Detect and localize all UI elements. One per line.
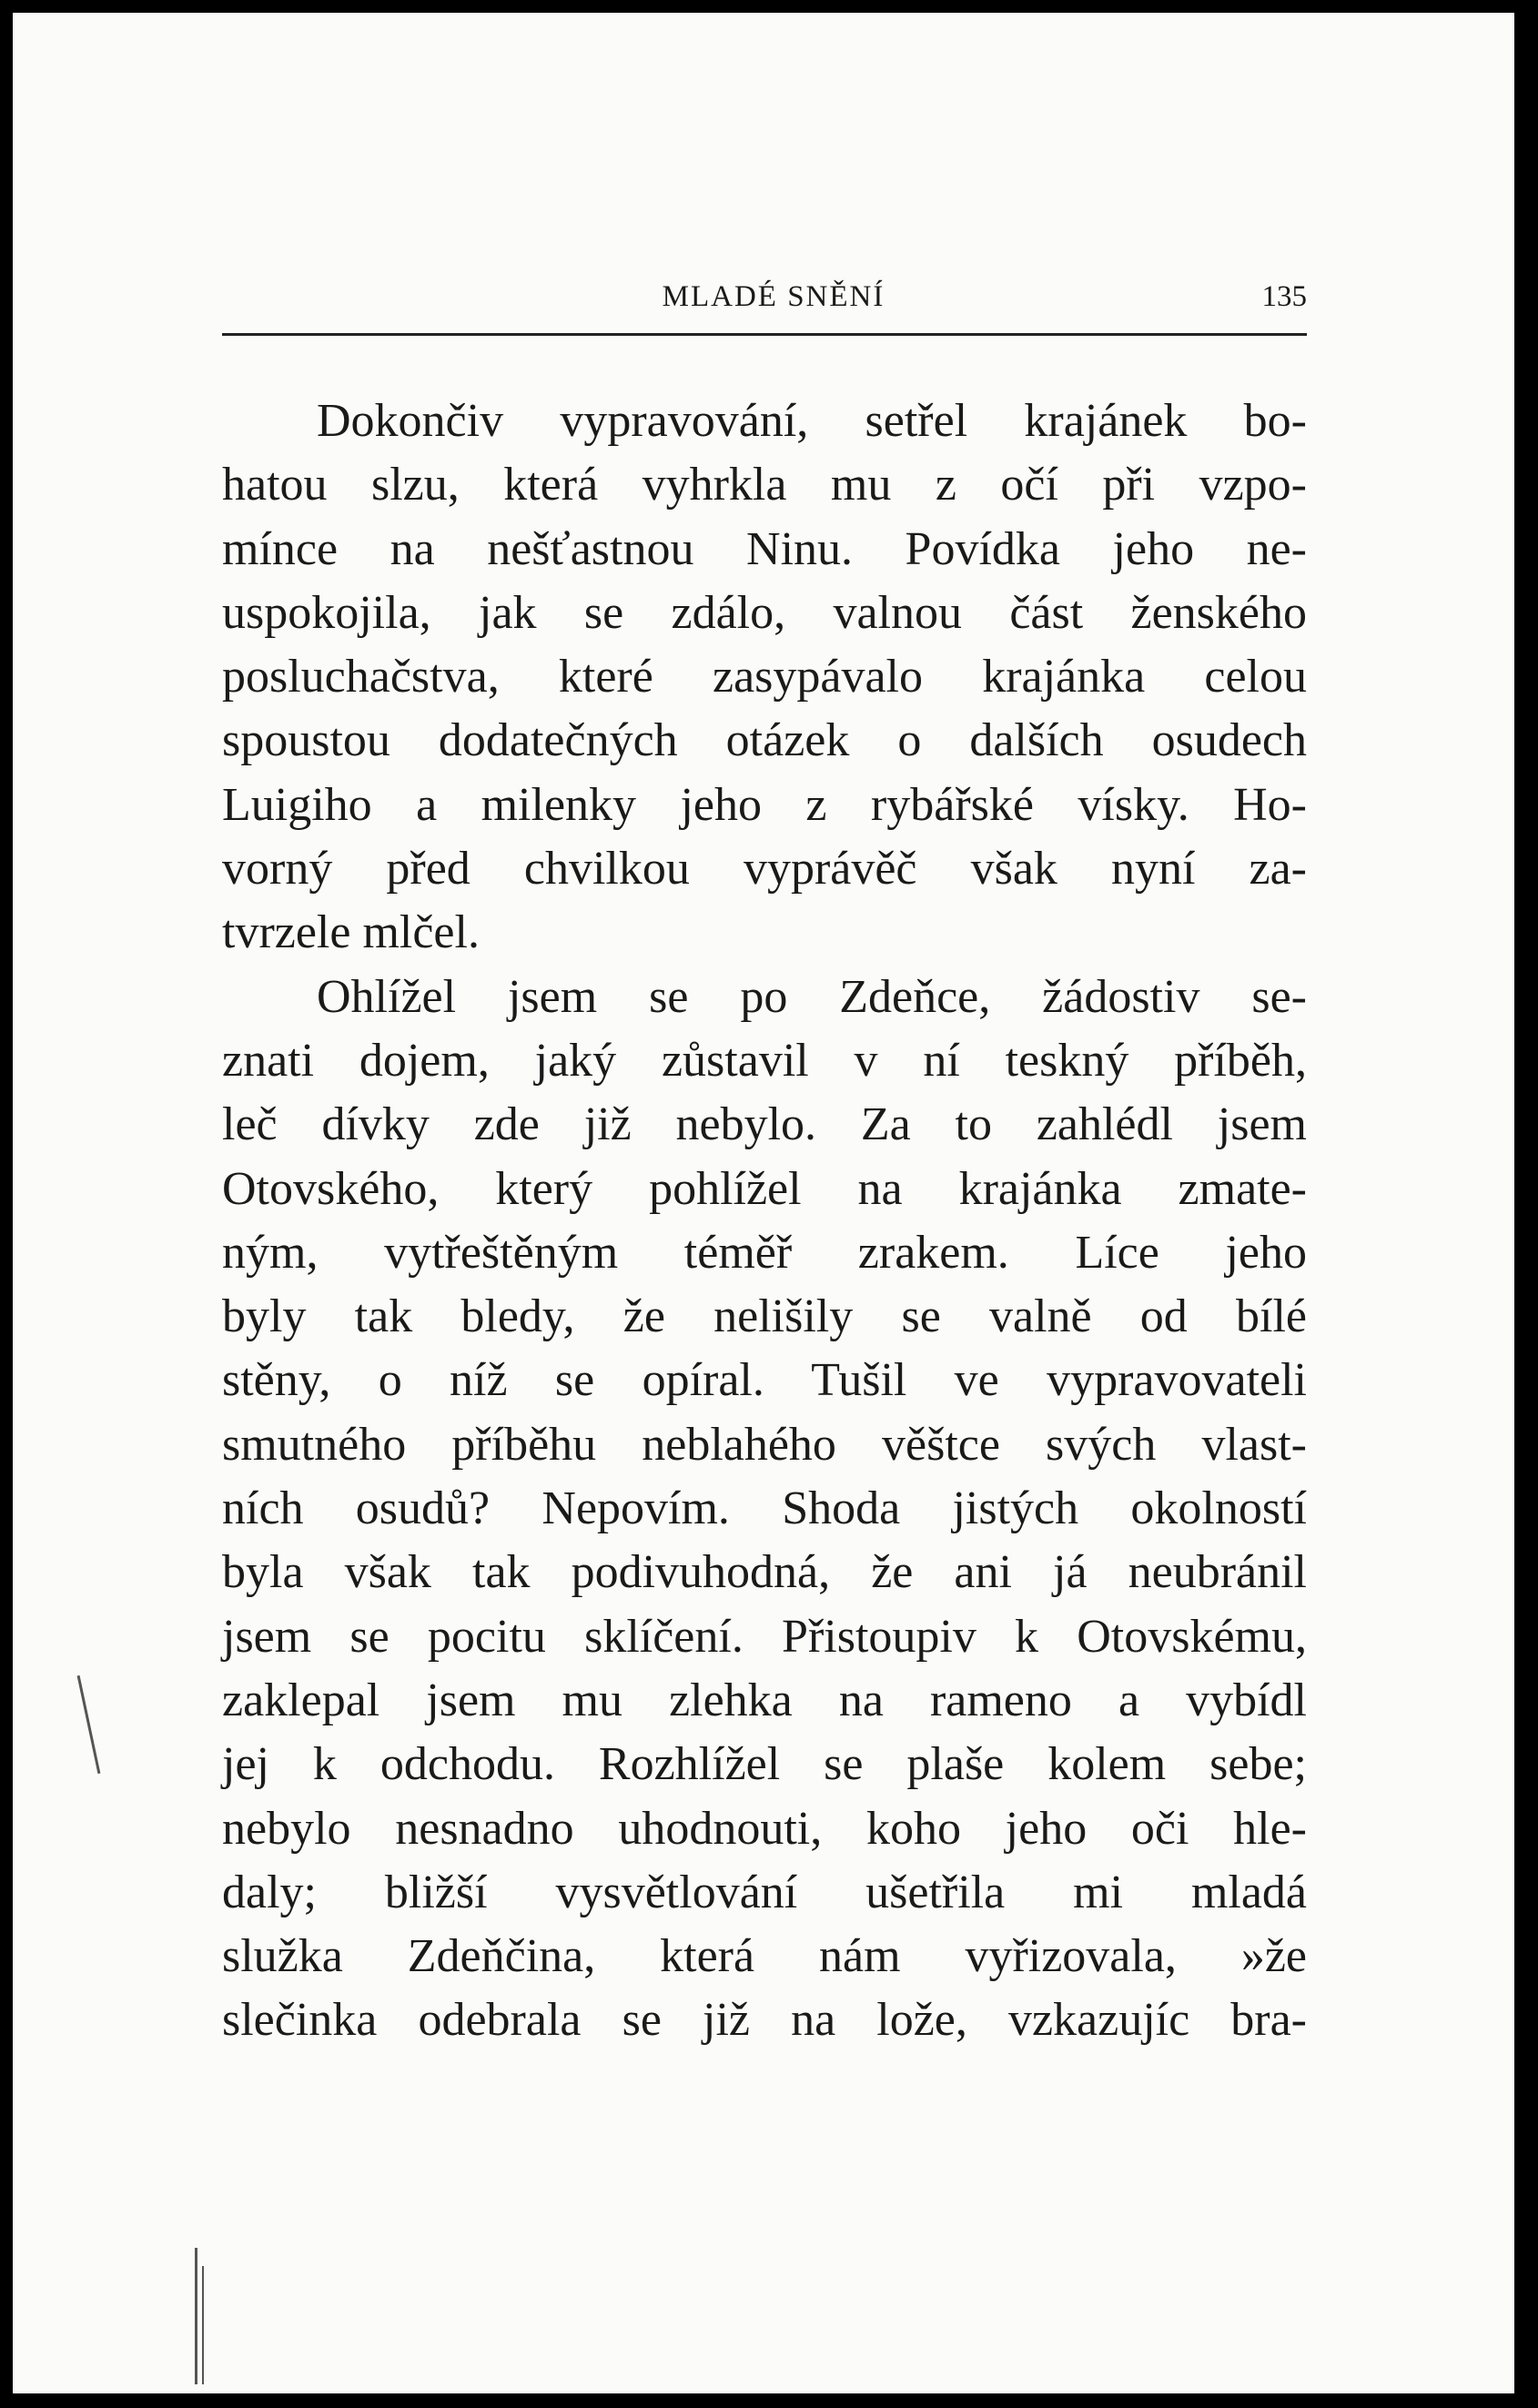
text-line: ních osudů? Nepovím. Shoda jistých okolností: [222, 1482, 1307, 1535]
scan-border-bottom: [0, 2393, 1538, 2408]
text-line: uspokojila, jak se zdálo, valnou část ženského: [222, 586, 1307, 639]
text-line: hatou slzu, která vyhrkla mu z očí při vzpo-: [222, 459, 1307, 511]
paragraph: [222, 966, 1307, 2053]
text-line: posluchačstva, které zasypávalo krajánka celou: [222, 651, 1307, 703]
text-line: mínce na nešťastnou Ninu. Povídka jeho ne-: [222, 522, 1307, 575]
page-header: [222, 280, 1307, 317]
text-line: jsem se pocitu sklíčení. Přistoupiv k Otovskému,: [222, 1610, 1307, 1663]
text-line: Luigiho a milenky jeho z rybářské vísky. Ho-: [222, 778, 1307, 831]
text-line: vorný před chvilkou vyprávěč však nyní za-: [222, 843, 1307, 895]
text-line: daly; bližší vysvětlování ušetřila mi mladá: [222, 1866, 1307, 1918]
header-rule: [222, 333, 1307, 336]
scan-mark: [202, 2266, 204, 2384]
text-line: smutného příběhu neblahého věštce svých vlast-: [222, 1418, 1307, 1471]
text-line: znati dojem, jaký zůstavil v ní teskný příběh,: [222, 1034, 1307, 1087]
running-title: MLADÉ SNĚNÍ: [662, 280, 885, 313]
text-line: nebylo nesnadno uhodnouti, koho jeho oči hle-: [222, 1802, 1307, 1855]
text-line: tvrzele mlčel.: [222, 906, 480, 959]
scan-border-right: [1514, 0, 1538, 2408]
text-line: stěny, o níž se opíral. Tušil ve vypravovateli: [222, 1354, 1307, 1407]
page-number: 135: [1261, 280, 1307, 313]
text-line: zaklepal jsem mu zlehka na rameno a vybídl: [222, 1674, 1307, 1726]
text-line: Dokončiv vypravování, setřel krajánek bo-: [317, 395, 1307, 447]
text-line: služka Zdeňčina, která nám vyřizovala, »že: [222, 1930, 1307, 1983]
text-line: Otovského, který pohlížel na krajánka zmate-: [222, 1162, 1307, 1215]
text-line: jej k odchodu. Rozhlížel se plaše kolem sebe;: [222, 1738, 1307, 1791]
text-line: slečinka odebrala se již na lože, vzkazujíc bra-: [222, 1994, 1307, 2047]
text-line: ným, vytřeštěným téměř zrakem. Líce jeho: [222, 1226, 1307, 1279]
paragraph: [222, 390, 1307, 966]
text-line: byla však tak podivuhodná, že ani já neubránil: [222, 1546, 1307, 1599]
text-line: Ohlížel jsem se po Zdeňce, žádostiv se-: [317, 970, 1307, 1023]
scan-mark: [195, 2248, 197, 2384]
text-line: byly tak bledy, že nelišily se valně od bílé: [222, 1290, 1307, 1343]
body-text: [222, 390, 1307, 2053]
text-line: leč dívky zde již nebylo. Za to zahlédl jsem: [222, 1098, 1307, 1151]
text-line: spoustou dodatečných otázek o dalších osudech: [222, 714, 1307, 767]
